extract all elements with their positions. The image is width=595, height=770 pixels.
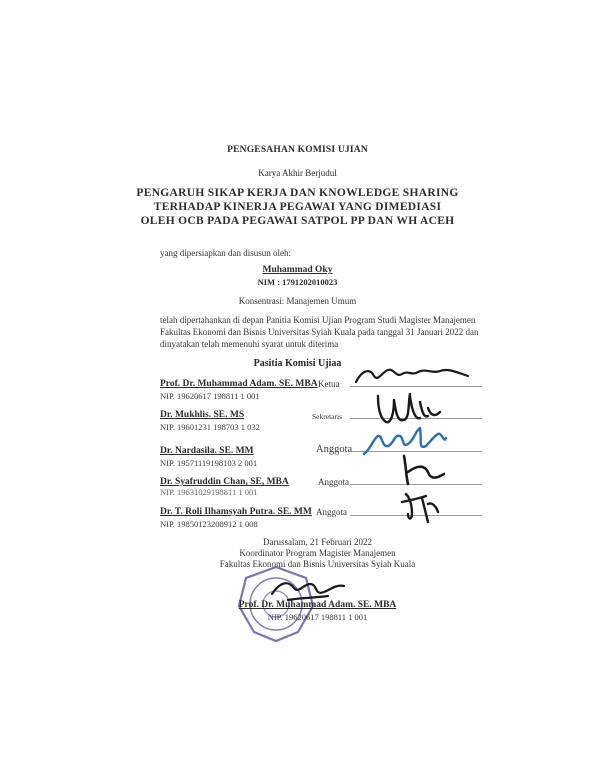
prepared-by-text: yang dipersiapkan dan disusun oleh: bbox=[160, 248, 291, 258]
member-nip: NIP. 19620617 198811 1 001 bbox=[160, 391, 260, 401]
thesis-title-line-2: TERHADAP KINERJA PEGAWAI YANG DIMEDIASI bbox=[153, 201, 442, 213]
member-nip: NIP. 19601231 198703 1 032 bbox=[160, 422, 260, 432]
member-role: Anggota bbox=[316, 507, 347, 517]
member-nip: NIP. 19631029198811 1 001 bbox=[160, 487, 258, 497]
signature-anggota-3 bbox=[398, 488, 446, 524]
member-role: Anggota bbox=[316, 444, 353, 455]
signature-anggota-2 bbox=[394, 452, 450, 488]
closing-position-2: Fakultas Ekonomi dan Bisnis Universitas Syiah Kuala bbox=[219, 559, 416, 569]
member-name: Dr. Syafruddin Chan, SE, MBA bbox=[160, 477, 289, 487]
member-name: Dr. Mukhlis. SE. MS bbox=[160, 410, 245, 420]
closing-place-date: Darussalam, 21 Februari 2022 bbox=[263, 537, 372, 547]
coordinator-name: Prof. Dr. Muhammad Adam. SE. MBA bbox=[238, 600, 397, 610]
member-nip: NIP. 19850123208912 1 008 bbox=[160, 519, 258, 529]
concentration-text: Konsentrasi: Manajemen Umum bbox=[238, 296, 357, 306]
thesis-title-line-3: OLEH OCB PADA PEGAWAI SATPOL PP DAN WH ACEH bbox=[140, 215, 455, 227]
page-heading: PENGESAHAN KOMISI UJIAN bbox=[227, 145, 368, 155]
thesis-title-line-1: PENGARUH SIKAP KERJA DAN KNOWLEDGE SHARING bbox=[136, 187, 459, 199]
member-nip: NIP. 19571119198103 2 001 bbox=[160, 458, 258, 468]
statement-paragraph: telah dipertahankan di depan Panitia Komisi Ujian Program Studi Magister Manajemen Fakultas Ekonomi dan Bisnis Universitas Syiah Kuala pada tanggal 31 Januari 2022 dan dinyatakan telah memenuhi syarat untuk diterima bbox=[160, 315, 479, 349]
coordinator-nip: NIP. 19620617 198811 1 001 bbox=[267, 612, 368, 622]
member-role: Anggota bbox=[318, 477, 349, 487]
author-name: Muhammad Oky bbox=[262, 265, 333, 275]
signature-ketua bbox=[352, 362, 472, 388]
author-nim: NIM : 1791202010023 bbox=[257, 277, 338, 287]
page-subheading: Karya Akhir Berjudul bbox=[258, 168, 337, 178]
member-name: Dr. T. Roli Ilhamsyah Putra. SE. MM bbox=[160, 507, 312, 517]
member-name: Dr. Nardasila. SE. MM bbox=[160, 446, 254, 456]
panel-heading: Pasitia Komisi Ujiaa bbox=[253, 358, 342, 369]
member-role: Sekretaris bbox=[312, 412, 342, 421]
member-name: Prof. Dr. Muhammad Adam. SE. MBA bbox=[160, 379, 318, 389]
closing-position-1: Koordinator Program Magister Manajemen bbox=[239, 548, 396, 558]
member-role: Ketua bbox=[318, 379, 340, 389]
